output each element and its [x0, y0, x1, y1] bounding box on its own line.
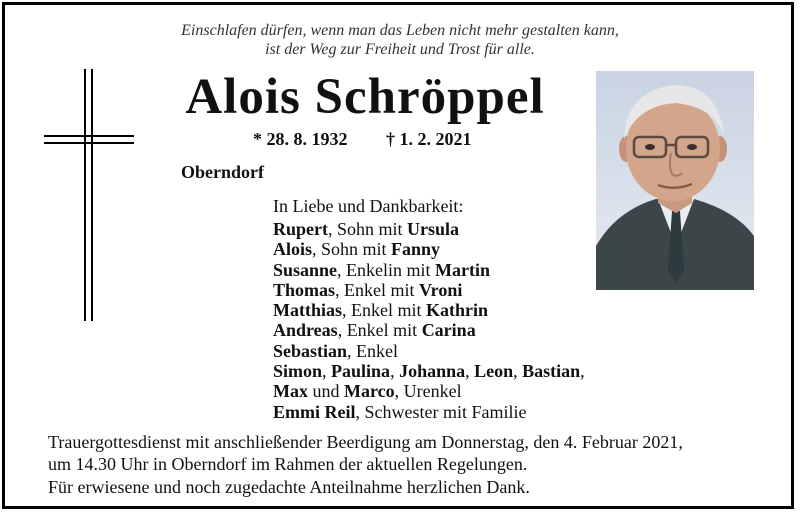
mourner-name: Carina [421, 320, 476, 341]
thanks-line: Für erwiesene und noch zugedachte Anteilnahme herzlichen Dank. [48, 477, 530, 497]
mourners-list [273, 219, 585, 422]
death-date: † 1. 2. 2021 [386, 129, 472, 149]
mourner-relation: , Schwester mit Familie [355, 401, 527, 422]
service-line-1: Trauergottesdienst mit anschließender Beerdigung am Donnerstag, den 4. Februar 2021, [48, 432, 683, 452]
mourner-line [273, 361, 585, 381]
mourner-relation: und [308, 381, 344, 402]
mourner-name: Max [273, 381, 308, 402]
mourner-name: Vroni [419, 279, 463, 300]
mourner-relation: , [513, 361, 523, 382]
mourner-line [273, 300, 585, 320]
mourner-name: Leon [474, 361, 514, 382]
mourner-name: Sebastian [273, 340, 348, 361]
mourner-relation: , [390, 361, 400, 382]
mourner-name: Thomas [273, 279, 336, 300]
mourner-line [273, 402, 585, 422]
deceased-name: Alois Schröppel [185, 69, 545, 125]
mourner-name: Johanna [399, 361, 466, 382]
mourner-name: Paulina [331, 361, 391, 382]
mourner-line [273, 219, 585, 239]
mourner-name: Fanny [391, 239, 441, 260]
mourner-line [273, 260, 585, 280]
mourner-name: Susanne [273, 259, 338, 280]
mourner-relation: , Enkelin mit [337, 259, 436, 280]
mourner-line [273, 341, 585, 361]
mourner-name: Alois [273, 239, 313, 260]
mourner-line [273, 381, 585, 401]
mourner-line [273, 320, 585, 340]
funeral-service-info [48, 431, 683, 475]
mourners-intro: In Liebe und Dankbarkeit: [273, 196, 464, 216]
mourner-line [273, 239, 585, 259]
mourner-name: Matthias [273, 300, 342, 321]
mourner-relation: , [322, 361, 332, 382]
mourner-name: Martin [435, 259, 491, 280]
mourner-name: Simon [273, 361, 323, 382]
mourner-name: Rupert [273, 219, 328, 239]
mourner-relation: , [465, 361, 475, 382]
portrait-photo [596, 71, 754, 290]
mourner-relation: , Enkel mit [342, 300, 426, 321]
mourner-relation: , Sohn mit [328, 219, 408, 239]
mourner-name: Kathrin [426, 300, 489, 321]
quote-line-2: ist der Weg zur Freiheit und Trost für alle. [265, 41, 535, 58]
mourner-name: Marco [344, 381, 395, 402]
service-line-2: um 14.30 Uhr in Oberndorf im Rahmen der aktuellen Regelungen. [48, 454, 528, 474]
mourner-relation: , Enkel mit [337, 320, 422, 341]
mourner-name: Andreas [273, 320, 338, 341]
birth-date: * 28. 8. 1932 [253, 129, 348, 149]
mourner-relation: , Sohn mit [312, 239, 392, 260]
mourner-relation: , [580, 361, 585, 382]
mourner-line [273, 280, 585, 300]
mourner-relation: , Enkel mit [335, 279, 420, 300]
mourner-relation: , Urenkel [394, 381, 462, 402]
mourner-name: Ursula [407, 219, 460, 239]
mourner-relation: , Enkel [347, 340, 399, 361]
mourner-name: Bastian [522, 361, 581, 382]
hometown: Oberndorf [181, 162, 264, 182]
quote-line-1: Einschlafen dürfen, wenn man das Leben nicht mehr gestalten kann, [181, 22, 619, 39]
mourner-name: Emmi Reil [273, 401, 356, 422]
